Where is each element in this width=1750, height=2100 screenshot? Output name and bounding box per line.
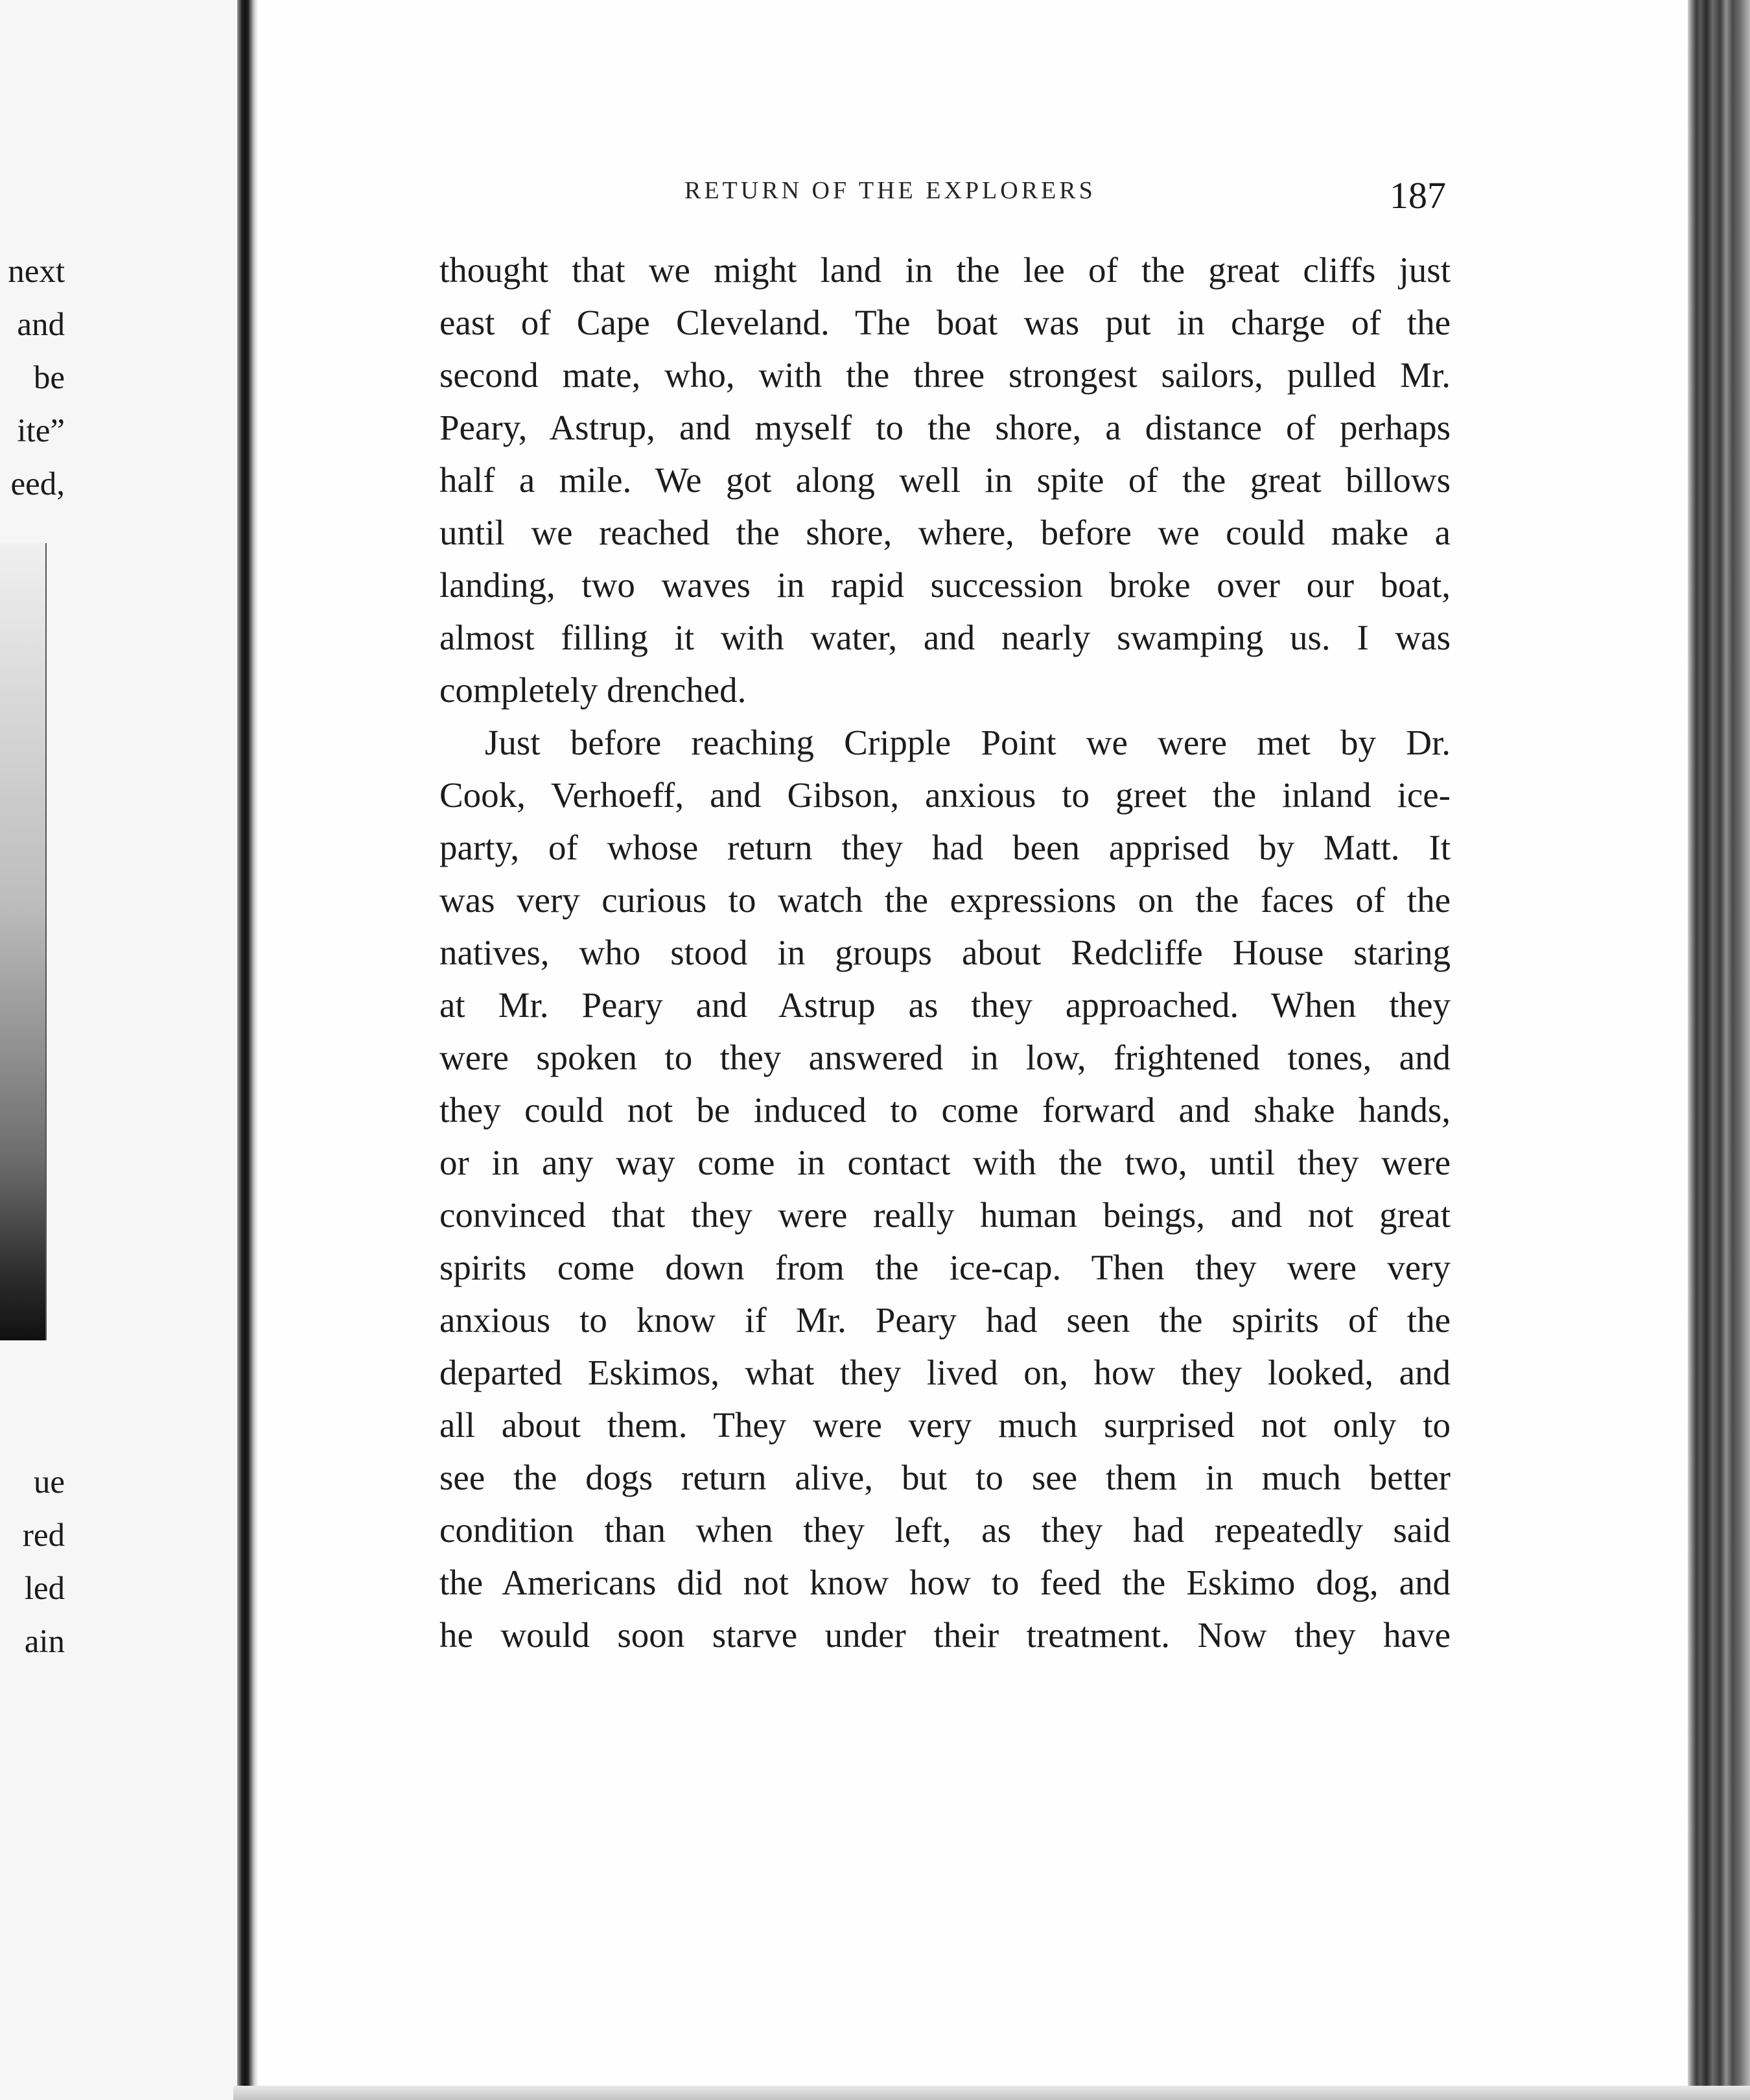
text-line: landing, two waves in rapid succession broke over our boat, — [439, 565, 1451, 605]
text-line: or in any way come in contact with the two, until they were — [439, 1143, 1451, 1182]
left-fragment: ue — [33, 1464, 65, 1500]
book-gutter — [237, 0, 249, 2100]
text-line: condition than when they left, as they had repeatedly said — [439, 1510, 1451, 1550]
text-line: departed Eskimos, what they lived on, how they looked, and — [439, 1353, 1451, 1392]
left-fragment: ain — [24, 1624, 65, 1660]
text-line: the Americans did not know how to feed the Eskimo dog, and — [439, 1563, 1451, 1602]
text-line: at Mr. Peary and Astrup as they approached. When they — [439, 985, 1451, 1025]
bottom-edge — [233, 2086, 1750, 2100]
text-line: spirits come down from the ice-cap. Then they were very — [439, 1248, 1451, 1287]
left-fragment: next — [8, 253, 65, 290]
running-head: RETURN OF THE EXPLORERS — [684, 177, 1096, 204]
text-line: Cook, Verhoeff, and Gibson, anxious to greet the inland ice- — [439, 775, 1451, 815]
text-line: natives, who stood in groups about Redcliffe House staring — [439, 933, 1451, 972]
text-line: completely drenched. — [439, 670, 747, 710]
text-line: were spoken to they answered in low, frightened tones, and — [439, 1038, 1451, 1077]
right-page-edges — [1688, 0, 1750, 2100]
left-fragment: be — [33, 360, 65, 396]
left-fragment: led — [24, 1570, 65, 1607]
text-line: all about them. They were very much surprised not only to — [439, 1405, 1451, 1445]
left-page-photo-edge — [0, 543, 47, 1340]
left-fragment: and — [17, 307, 65, 343]
page-edge — [249, 0, 258, 2100]
text-line: half a mile. We got along well in spite of the great billows — [439, 460, 1451, 500]
left-fragment: red — [22, 1517, 65, 1554]
text-line: was very curious to watch the expressions on the faces of the — [439, 880, 1451, 920]
text-line: second mate, who, with the three strongest sailors, pulled Mr. — [439, 355, 1451, 395]
text-line: convinced that they were really human beings, and not great — [439, 1195, 1451, 1235]
text-line: Peary, Astrup, and myself to the shore, a distance of perhaps — [439, 408, 1451, 447]
text-line: almost filling it with water, and nearly swamping us. I was — [439, 618, 1451, 657]
text-line: thought that we might land in the lee of the great cliffs just — [439, 250, 1451, 290]
text-line: Just before reaching Cripple Point we were met by Dr. — [485, 723, 1451, 762]
left-fragment: ite” — [17, 413, 65, 449]
text-line: east of Cape Cleveland. The boat was put in charge of the — [439, 303, 1451, 342]
text-line: he would soon starve under their treatment. Now they have — [439, 1615, 1451, 1655]
text-line: party, of whose return they had been apprised by Matt. It — [439, 828, 1451, 867]
body-text — [439, 244, 1451, 1661]
left-fragment: eed, — [10, 466, 65, 502]
text-line: anxious to know if Mr. Peary had seen the spirits of the — [439, 1300, 1451, 1340]
text-line: see the dogs return alive, but to see them in much better — [439, 1458, 1451, 1497]
text-line: until we reached the shore, where, before we could make a — [439, 513, 1451, 552]
text-line: they could not be induced to come forward and shake hands, — [439, 1090, 1451, 1130]
page-number: 187 — [1390, 174, 1446, 216]
